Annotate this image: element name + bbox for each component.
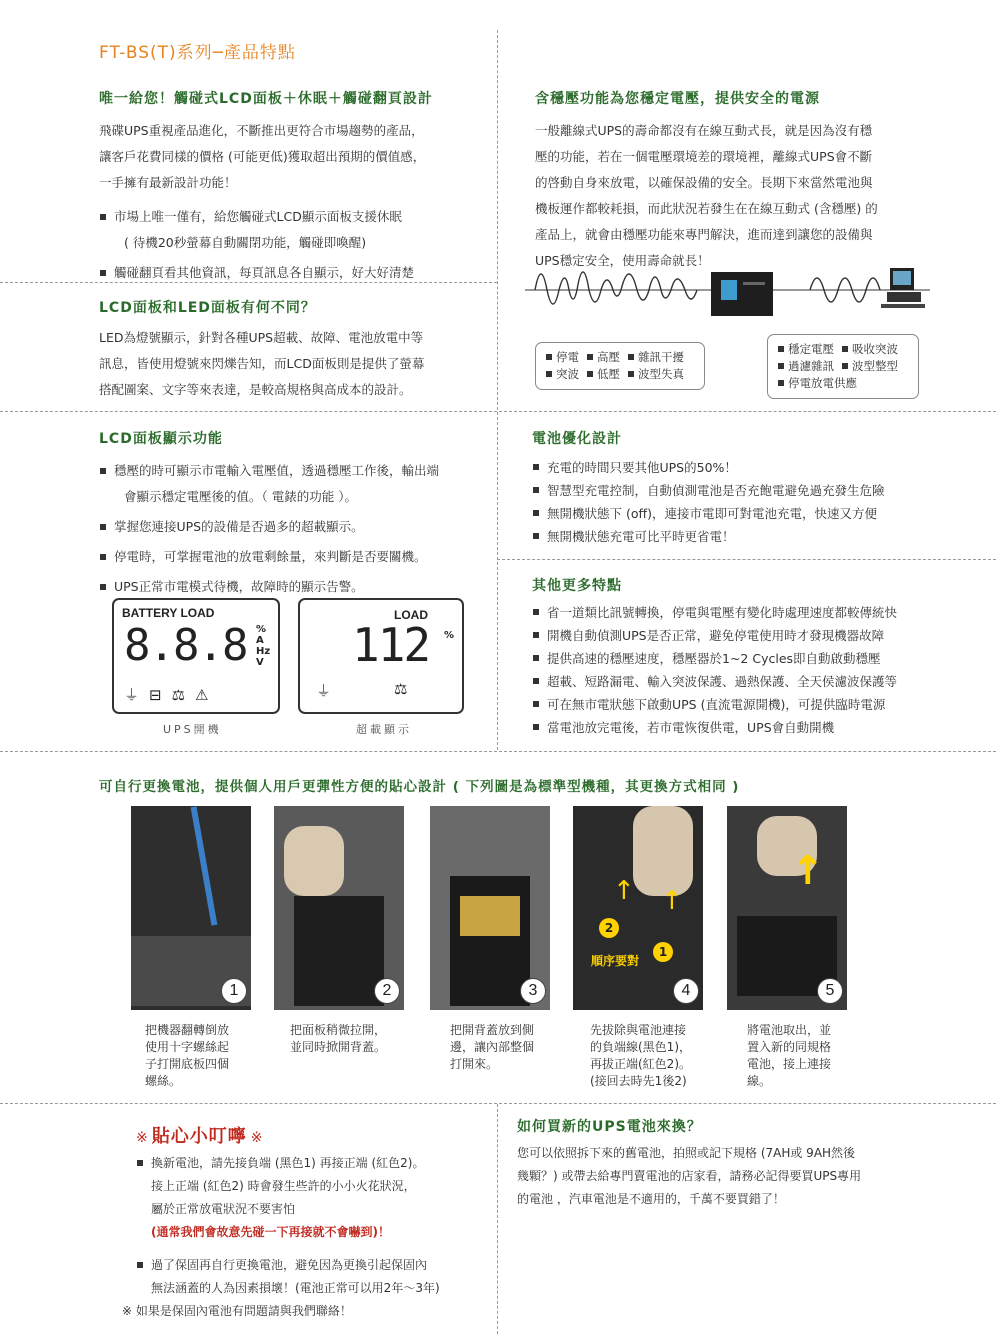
lcd-status-icons: ⏚⊟⚖⚠ — [124, 686, 219, 704]
tips-title — [136, 1122, 262, 1148]
para-line: 產品上，就會由穩壓功能來專門解決，進而達到讓您的設備與 — [535, 227, 873, 242]
bullet-text: 屬於正常放電狀況不要害怕 — [151, 1202, 296, 1216]
lcd-panel-startup — [112, 598, 280, 714]
divider-v3 — [497, 1104, 498, 1334]
screwdriver-shaft — [191, 806, 218, 925]
bubble-problems — [535, 342, 705, 390]
page-title: FT-BS(T)系列─產品特點 — [99, 43, 296, 63]
bullet-item — [99, 204, 489, 256]
step-caption: 先拔除與電池連接 的負端線(黑色1)， 再拔正端(紅色2)。 (接回去時先1後2) — [590, 1023, 691, 1088]
section-lcd-display — [99, 428, 494, 600]
lcd-digits: 112 — [352, 618, 430, 672]
plug-icon: ⏚ — [316, 682, 332, 700]
tag: 波型整型 — [842, 358, 898, 375]
tag: 停電 — [546, 349, 579, 366]
photo-step-5 — [727, 806, 847, 1010]
step-number-badge: 3 — [520, 978, 546, 1004]
bullet-text: 會顯示穩定電壓後的值。（ 電錶的功能 ）。 — [124, 489, 357, 504]
para-line: 讓客戶花費同樣的價格 (可能更低)獲取超出預期的價值感， — [99, 149, 426, 164]
reference-mark: ※ — [250, 1130, 263, 1146]
step-caption: 把機器翻轉倒放 使用十字螺絲起 子打開底板四個 螺絲。 — [145, 1023, 230, 1088]
lcd-label: LOAD — [394, 608, 428, 622]
tag: 低壓 — [587, 366, 620, 383]
photo-step-4 — [573, 806, 703, 1010]
bullet-item — [136, 1254, 496, 1300]
bullet-item: 智慧型充電控制，自動偵測電池是否充飽電避免過充發生危險 — [532, 479, 972, 502]
section-heading-battery-replace: 可自行更換電池，提供個人用戶更彈性方便的貼心設計 ( 下列圖是為標準型機種，其更換方式相同 ) — [99, 779, 740, 795]
section-heading: 唯一給您！觸碰式LCD面板＋休眠＋觸碰翻頁設計 — [99, 91, 433, 107]
section-heading: 電池優化設計 — [532, 431, 622, 447]
para-line: 機板運作都較耗損，而此狀況若發生在在線互動式 (含穩壓) 的 — [535, 201, 878, 216]
divider-h4 — [0, 751, 996, 752]
ups-unit-icon — [711, 272, 773, 316]
step-number-badge: 5 — [817, 978, 843, 1004]
reference-mark: ※ — [136, 1130, 148, 1146]
section-touch-lcd — [99, 88, 489, 286]
section-heading: LCD面板和LED面板有何不同？ — [99, 300, 316, 316]
lcd-units: % A Hz V — [256, 624, 271, 668]
photo-step-3 — [430, 806, 550, 1010]
para-line: 飛碟UPS重視產品進化，不斷推出更符合市場趨勢的產品， — [99, 123, 424, 138]
para-line: 一般離線式UPS的壽命都沒有在線互動式長，就是因為沒有穩 — [535, 123, 873, 138]
para-line: 的啓動自身來放電，以確保設備的安全。長期下來當然電池與 — [535, 175, 873, 190]
step-caption: 把開背蓋放到側 邊，讓內部整個 打開來。 — [450, 1023, 535, 1071]
bullet-item: 觸碰翻頁看其他資訊，每頁訊息各自顯示，好大好清楚 — [99, 260, 489, 286]
lcd-panel-overload — [298, 598, 464, 714]
bullet-item: 當電池放完電後，若市電恢復供電，UPS會自動開機 — [532, 716, 992, 739]
divider-h3 — [497, 559, 996, 560]
bullet-item: 可在無市電狀態下啟動UPS (直流電源開機)，可提供臨時電源 — [532, 693, 992, 716]
tag: 高壓 — [587, 349, 620, 366]
tag: 停電放電供應 — [778, 375, 857, 392]
bullet-item: 提供高速的穩壓速度，穩壓器於1~2 Cycles即自動啟動穩壓 — [532, 647, 992, 670]
computer-icon — [887, 292, 921, 302]
order-note: 順序要對 — [591, 954, 640, 968]
bullet-item: 充電的時間只要其他UPS的50%！ — [532, 456, 972, 479]
tag: 波型失真 — [628, 366, 684, 383]
order-badge-2: 2 — [599, 918, 619, 938]
bullet-item: 無開機狀態充電可比平時更省電！ — [532, 525, 972, 548]
bullet-text: 無法涵蓋的人為因素損壞！(電池正常可以用2年～3年) — [151, 1281, 440, 1295]
tag: 雜訊干擾 — [628, 349, 684, 366]
section-battery-optimize — [532, 428, 972, 548]
bullet-item: 掌握您連接UPS的設備是否過多的超載顯示。 — [99, 514, 494, 540]
step-caption: 把面板稍微拉開， 並同時掀開背蓋。 — [290, 1023, 387, 1054]
section-heading: 如何買新的UPS電池來換？ — [517, 1119, 702, 1135]
lcd-caption: 超載顯示 — [356, 723, 412, 736]
arrow-up-icon: ↑ — [791, 848, 825, 894]
lcd-label: BATTERY LOAD — [122, 606, 215, 620]
section-more-features — [532, 575, 992, 739]
arrow-up-icon: ↑ — [613, 876, 635, 906]
para-line: 幾顆？) 或帶去給專門賣電池的店家看，請務必記得要買UPS專用 — [517, 1169, 862, 1183]
tips-list — [122, 1152, 496, 1322]
bubble-solutions — [767, 334, 919, 399]
section-heading: 含穩壓功能為您穩定電壓，提供安全的電源 — [535, 91, 820, 107]
section-buy-battery — [517, 1116, 937, 1211]
bullet-text: 換新電池，請先接負端 (黑色1) 再接正端 (紅色2)。 — [151, 1156, 425, 1170]
section-heading: LCD面板顯示功能 — [99, 431, 223, 447]
bullet-item — [99, 458, 494, 510]
bullet-item: UPS正常市電模式待機，故障時的顯示告警。 — [99, 574, 494, 600]
voltage-waveform-diagram — [525, 258, 935, 318]
bullet-text: 市場上唯一僅有，給您觸碰式LCD顯示面板支援休眠 — [114, 209, 402, 224]
divider-h5 — [0, 1103, 996, 1104]
bullet-text: 接上正端 (紅色2) 時會發生些許的小小火花狀況， — [151, 1179, 416, 1193]
tag: 穩定電壓 — [778, 341, 834, 358]
step-number-badge: 2 — [374, 978, 400, 1004]
section-lcd-vs-led — [99, 297, 489, 403]
bullet-item: 省一道類比訊號轉換，停電與電壓有變化時處理速度都較傳統快 — [532, 601, 992, 624]
section-voltage — [535, 88, 955, 274]
bullet-text-warning: (通常我們會故意先碰一下再接就不會嚇到)！ — [151, 1225, 390, 1239]
bullet-text: ( 待機20秒螢幕自動關閉功能，觸碰即喚醒) — [124, 235, 367, 250]
para-line: 訊息，皆使用燈號來閃爍告知，而LCD面板則是提供了螢幕 — [99, 356, 425, 371]
bullet-text: 過了保固再自行更換電池，避免因為更換引起保固內 — [151, 1258, 428, 1272]
bullet-text: 穩壓的時可顯示市電輸入電壓值，透過穩壓工作後，輸出端 — [114, 463, 440, 478]
divider-v1 — [497, 30, 498, 410]
para-line: 您可以依照拆下來的舊電池，拍照或記下規格 (7AH或 9AH然後 — [517, 1146, 856, 1160]
para-line: 壓的功能，若在一個電壓環境差的環境裡，離線式UPS會不斷 — [535, 149, 873, 164]
bullet-item: 超載、短路漏電、輸入突波保護、過熱保護、全天侯濾波保護等 — [532, 670, 992, 693]
bullet-item: 開機自動偵測UPS是否正常，避免停電使用時才發現機器故障 — [532, 624, 992, 647]
section-heading: 其他更多特點 — [532, 578, 622, 594]
para-line: UPS穩定安全，使用壽命就長！ — [535, 253, 710, 268]
step-number-badge: 4 — [673, 978, 699, 1004]
lcd-digits: 8.8.8 — [124, 620, 247, 671]
divider-h2 — [0, 411, 996, 412]
photo-step-1 — [131, 806, 251, 1010]
load-icon: ⚖ — [394, 680, 408, 698]
divider-v2 — [497, 412, 498, 750]
para-line: LED為燈號顯示，針對各種UPS超載、故障、電池放電中等 — [99, 330, 424, 345]
para-line: 搭配圖案、文字等來表達，是較高規格與高成本的設計。 — [99, 382, 412, 397]
bullet-item: 停電時，可掌握電池的放電剩餘量，來判斷是否要關機。 — [99, 544, 494, 570]
lcd-caption: UPS開機 — [163, 723, 222, 736]
tips-heading: 貼心小叮嚀 — [151, 1126, 247, 1147]
para-line: 的電池 ，汽車電池是不適用的，千萬不要買錯了！ — [517, 1192, 785, 1206]
warranty-note: ※ 如果是保固內電池有問題請與我們聯絡！ — [122, 1304, 352, 1318]
step-number-badge: 1 — [221, 978, 247, 1004]
order-badge-1: 1 — [653, 942, 673, 962]
tag: 突波 — [546, 366, 579, 383]
bullet-item: 無開機狀態下 (off)，連接市電即可對電池充電，快速又方便 — [532, 502, 972, 525]
tag: 過濾雜訊 — [778, 358, 834, 375]
bullet-item — [136, 1152, 496, 1244]
tag: 吸收突波 — [842, 341, 898, 358]
step-caption: 將電池取出，並 置入新的同規格 電池，接上連接 線。 — [747, 1023, 832, 1088]
lcd-unit: % — [444, 630, 455, 641]
photo-step-2 — [274, 806, 404, 1010]
para-line: 一手擁有最新設計功能！ — [99, 175, 237, 190]
arrow-up-icon: ↑ — [661, 886, 683, 916]
